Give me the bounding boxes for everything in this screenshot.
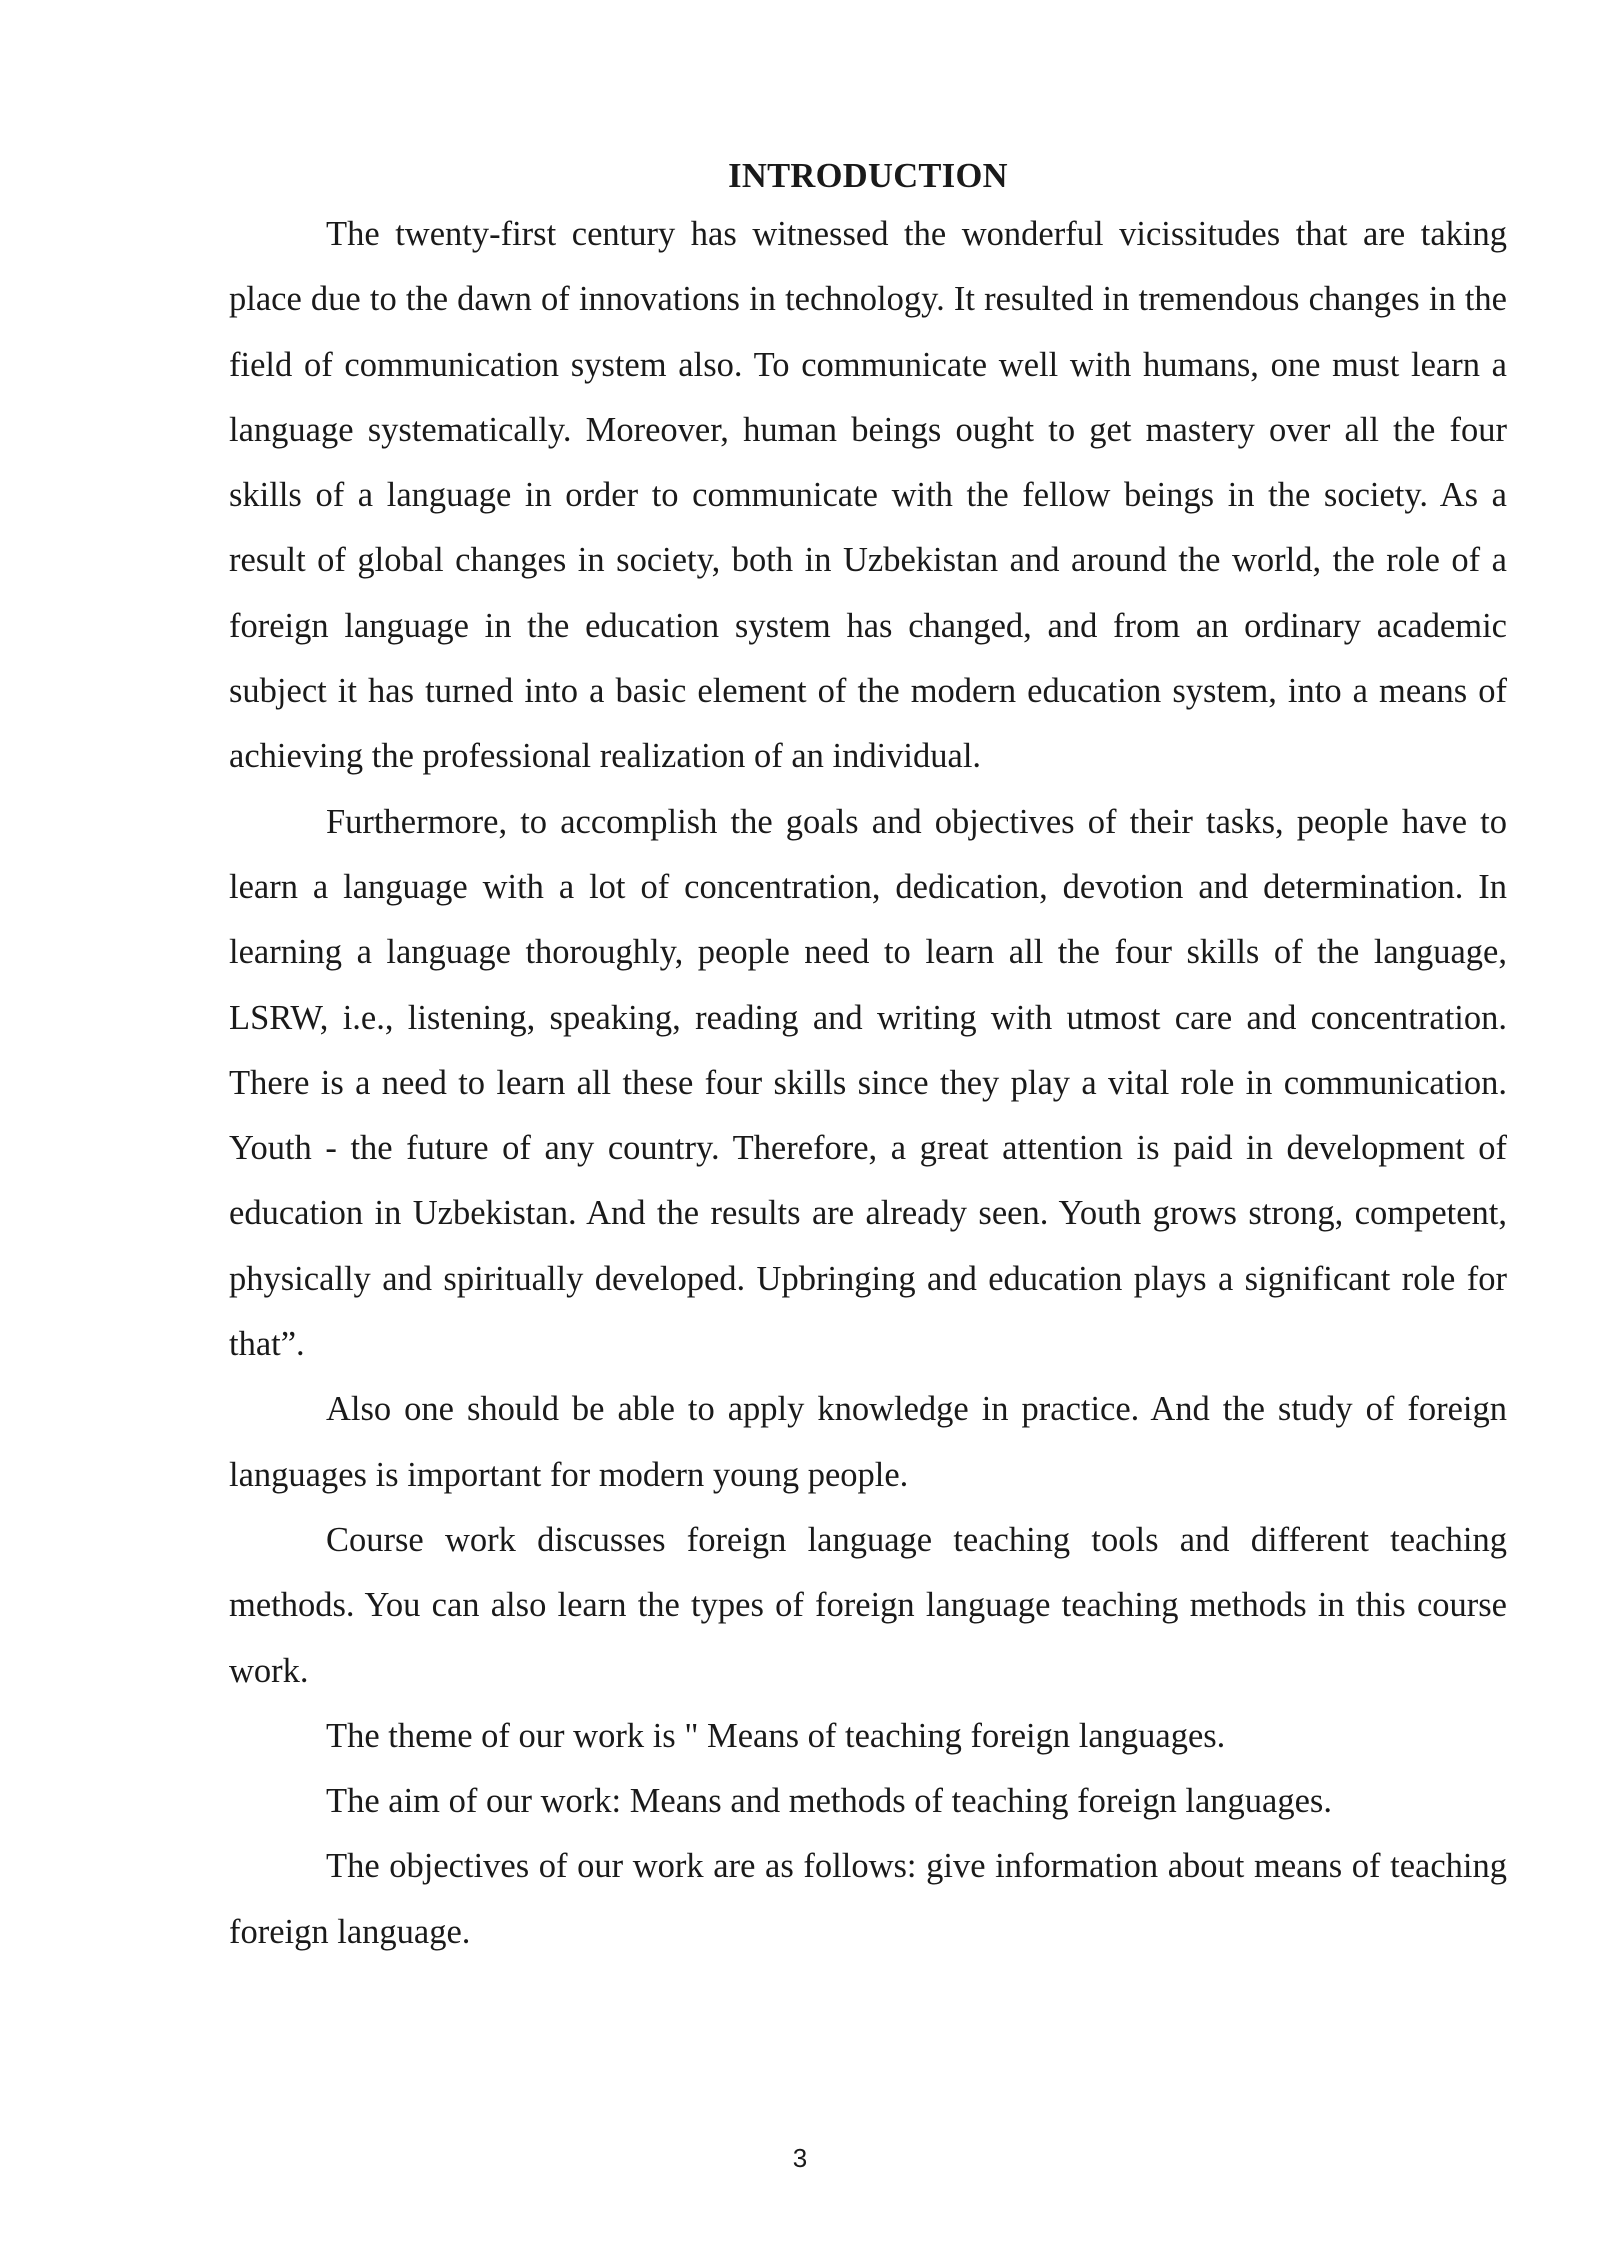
document-body xyxy=(229,150,1507,1965)
paragraph-3: Also one should be able to apply knowledge in practice. And the study of foreign languages is important for modern young people. xyxy=(229,1390,1507,1494)
paragraph-4: Course work discusses foreign language teaching tools and different teaching methods. You can also learn the types of foreign language teaching methods in this course work. xyxy=(229,1520,1507,1690)
page-number: 3 xyxy=(792,2143,808,2173)
paragraph-5: The theme of our work is " Means of teaching foreign languages. xyxy=(326,1716,1226,1755)
section-heading: INTRODUCTION xyxy=(728,157,1008,195)
paragraph-6: The aim of our work: Means and methods of teaching foreign languages. xyxy=(326,1782,1332,1821)
paragraph-1: The twenty-first century has witnessed the wonderful vicissitudes that are taking place due to the dawn of innovations in technology. It resulted in tremendous changes in the field of communication system also. To communicate well with humans, one must learn a language systematically. Moreover, human beings ought to get mastery over all the four skills of a language in order to communicate with the fellow beings in the society. As a result of global changes in society, both in Uzbekistan and around the world, the role of a foreign language in the education system has changed, and from an ordinary academic subject it has turned into a basic element of the modern education system, into a means of achieving the professional realization of an individual. xyxy=(229,215,1507,776)
paragraph-2: Furthermore, to accomplish the goals and objectives of their tasks, people have to learn a language with a lot of concentration, dedication, devotion and determination. In learning a language thoroughly, people need to learn all the four skills of the language, LSRW, i.e., listening, speaking, reading and writing with utmost care and concentration. There is a need to learn all these four skills since they play a vital role in communication. Youth - the future of any country. Therefore, a great attention is paid in development of education in Uzbekistan. And the results are already seen. Youth grows strong, competent, physically and spiritually developed. Upbringing and education plays a significant role for that”. xyxy=(229,802,1507,1364)
paragraph-7: The objectives of our work are as follows: give information about means of teaching foreign language. xyxy=(229,1847,1507,1951)
